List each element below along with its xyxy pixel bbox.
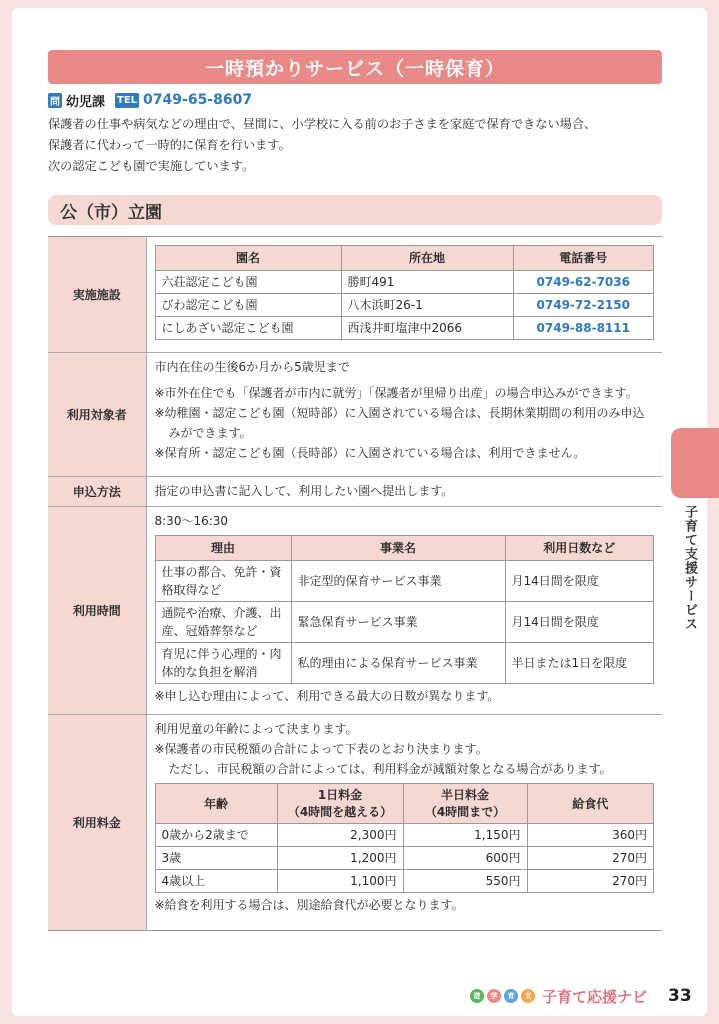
col-header: [277, 784, 403, 824]
facilities-row: [48, 237, 662, 353]
application-row: [48, 477, 662, 507]
reason-cell: 通院や治療、介護、出産、冠婚葬祭など: [155, 602, 291, 643]
intro-line: 保護者に代わって一時的に保育を行います。: [48, 138, 291, 152]
department-name: 幼児課: [66, 94, 106, 110]
meal-fee-cell: 270円: [527, 847, 654, 870]
fees-note: ※保護者の市民税額の合計によって下表のとおり決まります。: [154, 742, 488, 756]
facility-tel[interactable]: 0749-62-7036: [513, 271, 654, 294]
table-row: [155, 824, 654, 847]
facilities-table: [155, 245, 655, 340]
col-header: 給食代: [527, 784, 654, 824]
footer-dot-icon: 遊: [470, 989, 484, 1003]
fees-note: ※給食を利用する場合は、別途給食代が必要となります。: [154, 898, 464, 912]
facility-name: 六荘認定こども園: [155, 271, 341, 294]
hours-row: [48, 507, 662, 715]
table-row: [155, 870, 654, 893]
facility-tel[interactable]: 0749-88-8111: [513, 317, 654, 340]
full-fee-cell: 1,100円: [277, 870, 403, 893]
col-header: 事業名: [291, 536, 505, 561]
eligibility-row: [48, 353, 662, 477]
eligibility-main: 市内在住の生後6か月から5歳児まで: [154, 360, 350, 374]
application-text: 指定の申込書に記入して、利用したい園へ提出します。: [146, 477, 662, 507]
intro-text: [48, 114, 678, 177]
full-fee-cell: 2,300円: [277, 824, 403, 847]
footer-dot-icon: 育: [504, 989, 518, 1003]
col-header: 年齢: [155, 784, 277, 824]
table-row: [155, 561, 654, 602]
eligibility-note: ※市外在住でも「保護者が市内に就労」「保護者が里帰り出産」の場合申込みができます。: [154, 386, 638, 400]
table-row: [155, 847, 654, 870]
hours-note: ※申し込む理由によって、利用できる最大の日数が異なります。: [154, 689, 500, 703]
side-tab-label: 子育て支援サービス: [682, 505, 697, 631]
hours-time: 8:30〜16:30: [154, 514, 229, 528]
row-label: 利用時間: [48, 507, 146, 715]
age-cell: 0歳から2歳まで: [155, 824, 277, 847]
inquiry-badge: 問: [48, 93, 62, 108]
age-cell: 3歳: [155, 847, 277, 870]
fees-table: [155, 783, 655, 893]
facility-address: 勝町491: [341, 271, 513, 294]
meal-fee-cell: 360円: [527, 824, 654, 847]
fees-note: ただし、市民税額の合計によっては、利用料金が減額対象となる場合があります。: [168, 762, 612, 776]
footer-dot-icon: 支: [521, 989, 535, 1003]
reason-cell: 仕事の都合、免許・資格取得など: [155, 561, 291, 602]
limit-cell: 半日または1日を限度: [505, 643, 654, 684]
contact-tel[interactable]: 0749-65-8607: [143, 92, 253, 108]
age-cell: 4歳以上: [155, 870, 277, 893]
fees-main: 利用児童の年齢によって決まります。: [154, 722, 358, 736]
col-header: 理由: [155, 536, 291, 561]
row-label: 利用料金: [48, 715, 146, 931]
row-label: 申込方法: [48, 477, 146, 507]
full-day-header: 1日料金: [317, 787, 363, 802]
program-cell: 非定型的保育サービス事業: [291, 561, 505, 602]
service-table: [48, 236, 662, 931]
program-cell: 私的理由による保育サービス事業: [291, 643, 505, 684]
limit-cell: 月14日間を限度: [505, 561, 654, 602]
facility-name: びわ認定こども園: [155, 294, 341, 317]
footer-nav-title: 子育て応援ナビ: [542, 987, 648, 1006]
table-row: [155, 602, 654, 643]
table-row: [155, 643, 654, 684]
facility-address: 八木浜町26-1: [341, 294, 513, 317]
reason-cell: 育児に伴う心理的・肉体的な負担を解消: [155, 643, 291, 684]
row-label: 実施施設: [48, 237, 146, 353]
facility-tel[interactable]: 0749-72-2150: [513, 294, 654, 317]
col-header: 所在地: [341, 246, 513, 271]
tel-badge: TEL: [117, 94, 138, 106]
intro-line: 次の認定こども園で実施しています。: [48, 159, 255, 173]
fees-row: [48, 715, 662, 931]
eligibility-note: ※保育所・認定こども園（長時部）に入園されている場合は、利用できません。: [154, 446, 586, 460]
table-row: [155, 317, 654, 340]
half-fee-cell: 600円: [403, 847, 527, 870]
section-heading: 公（市）立園: [48, 195, 662, 225]
page-number: 33: [668, 986, 692, 1006]
contact-line: [48, 90, 252, 110]
col-header: 園名: [155, 246, 341, 271]
page-title: 一時預かりサービス（一時保育）: [48, 50, 662, 84]
facility-name: にしあざい認定こども園: [155, 317, 341, 340]
side-tab[interactable]: [671, 428, 719, 498]
hours-table: [155, 535, 655, 684]
table-row: [155, 271, 654, 294]
row-label: 利用対象者: [48, 353, 146, 477]
table-row: [155, 294, 654, 317]
half-day-subheader: （4時間まで）: [424, 804, 506, 819]
half-fee-cell: 1,150円: [403, 824, 527, 847]
footer: [470, 985, 692, 1007]
meal-fee-cell: 270円: [527, 870, 654, 893]
full-fee-cell: 1,200円: [277, 847, 403, 870]
half-fee-cell: 550円: [403, 870, 527, 893]
intro-line: 保護者の仕事や病気などの理由で、昼間に、小学校に入る前のお子さまを家庭で保育できない場合、: [48, 117, 597, 131]
facility-address: 西浅井町塩津中2066: [341, 317, 513, 340]
half-day-header: 半日料金: [440, 787, 489, 802]
limit-cell: 月14日間を限度: [505, 602, 654, 643]
footer-dot-icon: 学: [487, 989, 501, 1003]
col-header: 利用日数など: [505, 536, 654, 561]
eligibility-note: ※幼稚園・認定こども園（短時部）に入園されている場合は、長期休業期間の利用のみ申込みができます。: [154, 406, 645, 440]
col-header: 電話番号: [513, 246, 654, 271]
full-day-subheader: （4時間を越える）: [287, 804, 393, 819]
col-header: [403, 784, 527, 824]
program-cell: 緊急保育サービス事業: [291, 602, 505, 643]
